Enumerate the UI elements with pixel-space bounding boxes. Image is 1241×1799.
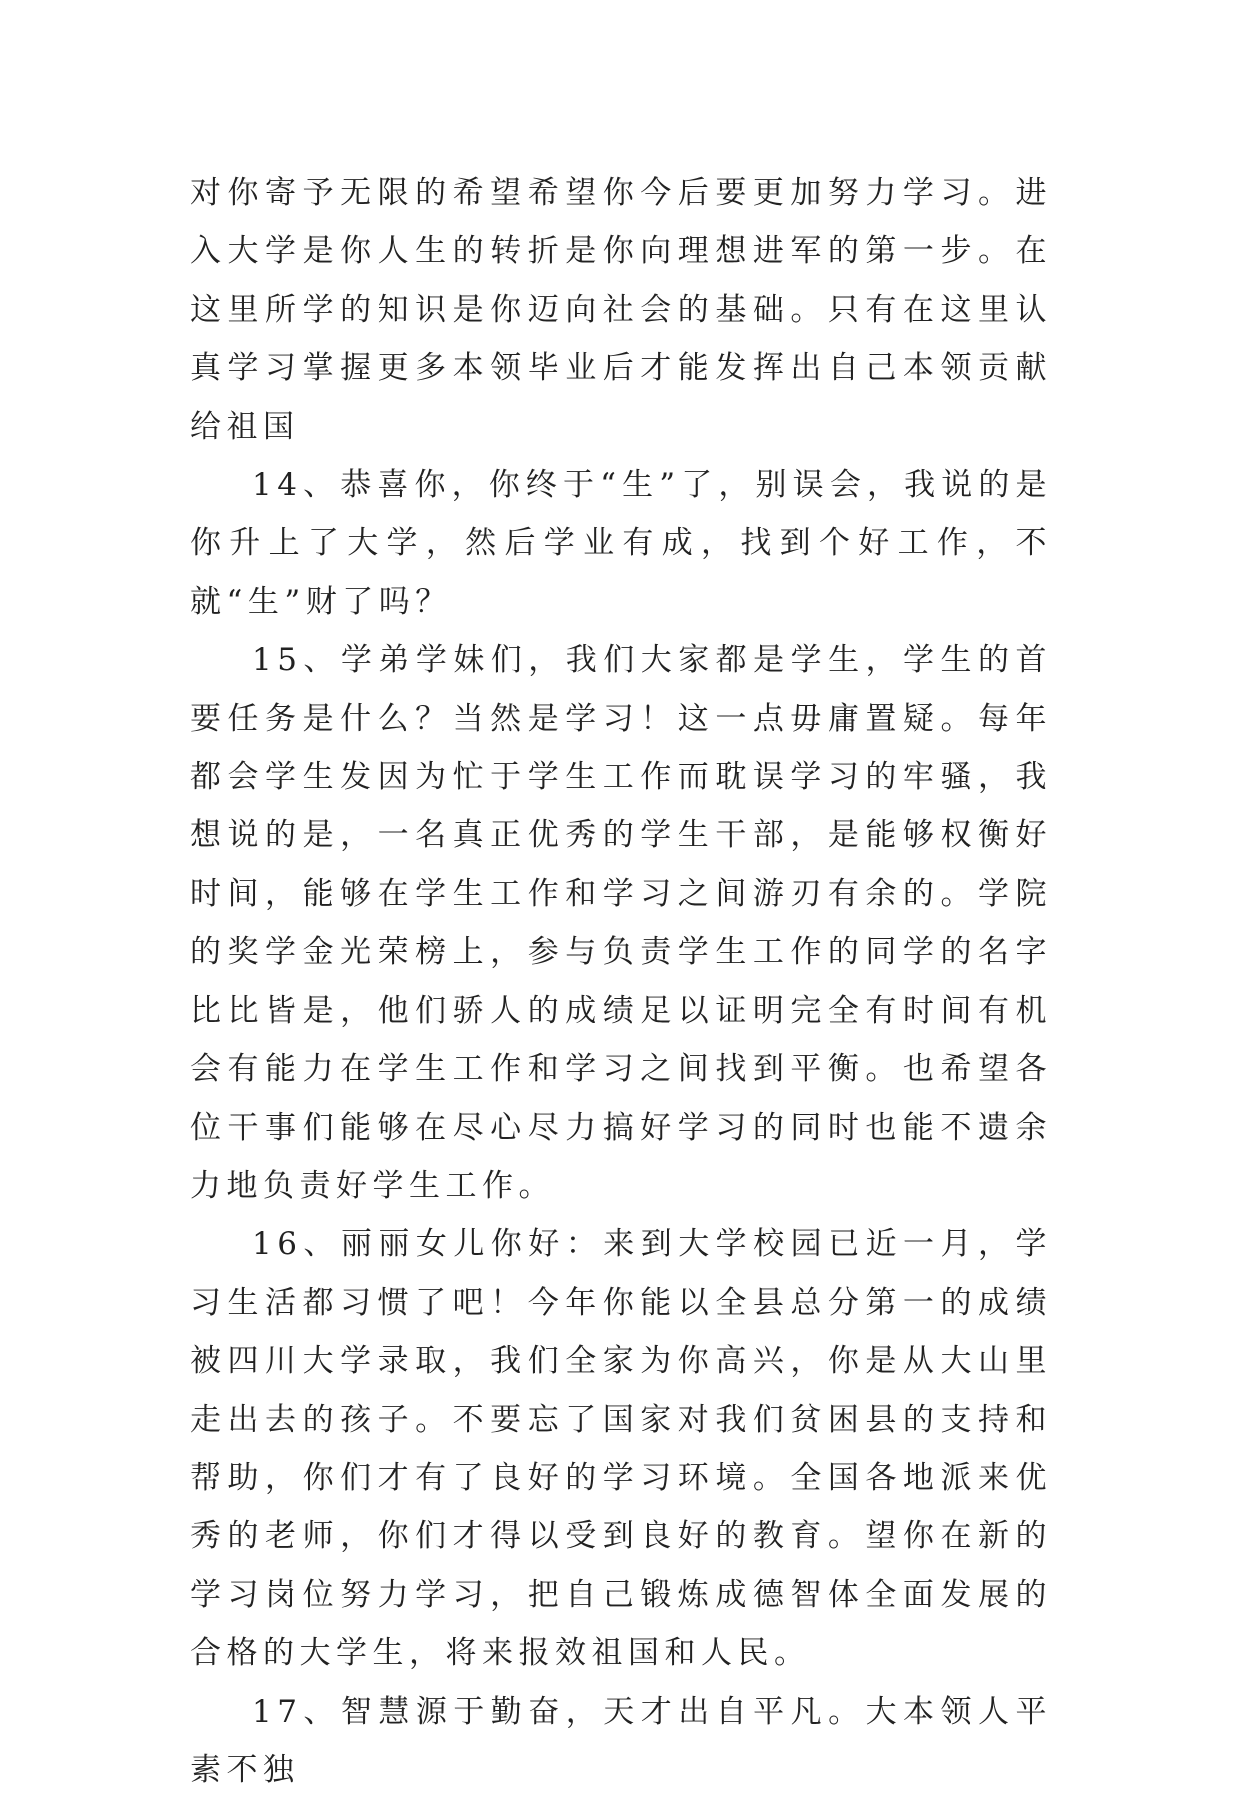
document-body — [190, 164, 1052, 1799]
paragraph-15: 15、学弟学妹们，我们大家都是学生，学生的首要任务是什么？当然是学习！这一点毋庸置疑。每年都会学生发因为忙于学生工作而耽误学习的牢骚，我想说的是，一名真正优秀的学生干部，是能够权衡好时间，能够在学生工作和学习之间游刃有余的。学院的奖学金光荣榜上，参与负责学生工作的同学的名字比比皆是，他们骄人的成绩足以证明完全有时间有机会有能力在学生工作和学习之间找到平衡。也希望各位干事们能够在尽心尽力搞好学习的同时也能不遗余力地负责好学生工作。 — [190, 642, 1052, 1204]
paragraph-16: 16、丽丽女儿你好：来到大学校园已近一月，学习生活都习惯了吧！今年你能以全县总分第一的成绩被四川大学录取，我们全家为你高兴，你是从大山里走出去的孩子。不要忘了国家对我们贫困县的支持和帮助，你们才有了良好的学习环境。全国各地派来优秀的老师，你们才得以受到良好的教育。望你在新的学习岗位努力学习，把自己锻炼成德智体全面发展的合格的大学生，将来报效祖国和人民。 — [190, 1226, 1052, 1672]
paragraph-14: 14、恭喜你，你终于“生”了，别误会，我说的是你升上了大学，然后学业有成，找到个好工作，不就“生”财了吗？ — [190, 467, 1052, 620]
paragraph-continuation: 对你寄予无限的希望希望你今后要更加努力学习。进入大学是你人生的转折是你向理想进军的第一步。在这里所学的知识是你迈向社会的基础。只有在这里认真学习掌握更多本领毕业后才能发挥出自己本领贡献给祖国 — [190, 175, 1052, 445]
paragraph-17: 17、智慧源于勤奋，天才出自平凡。大本领人平素不独 — [190, 1693, 1052, 1788]
